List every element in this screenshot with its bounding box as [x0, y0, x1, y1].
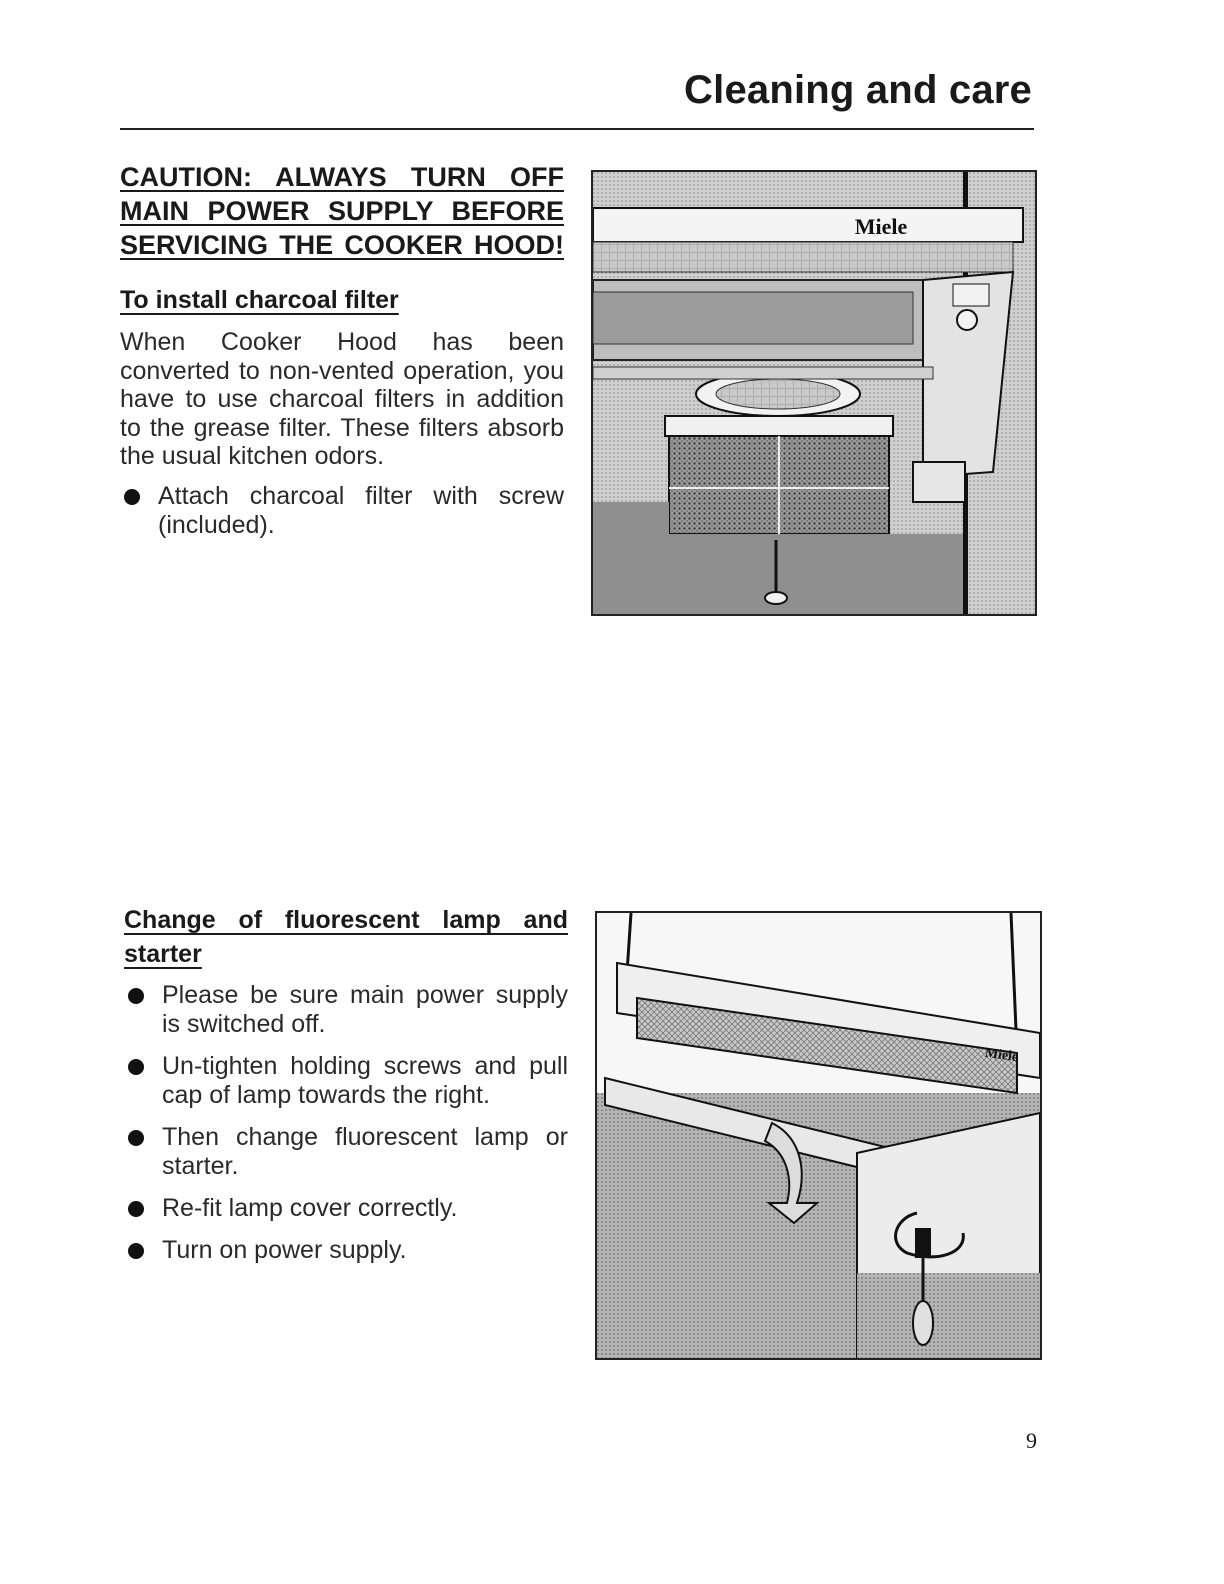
page-number: 9	[1026, 1428, 1037, 1453]
section-heading-charcoal-filter: To install charcoal filter	[120, 286, 399, 314]
charcoal-filter-illustration	[591, 170, 1037, 616]
section-heading-lamp-change: Change of fluorescent lamp and starter	[124, 906, 568, 968]
bullet-icon	[128, 1130, 144, 1146]
list-item: Then change fluorescent lamp or starter.	[124, 1123, 568, 1181]
charcoal-filter-paragraph: When Cooker Hood has been converted to non-vented operation, you have to use charcoal filters in addition to the grease filter. These filters absorb the usual kitchen odors.	[120, 328, 564, 470]
list-item: Un-tighten holding screws and pull cap of lamp towards the right.	[124, 1052, 568, 1110]
caution-notice	[120, 160, 564, 262]
bullet-icon	[128, 1201, 144, 1217]
list-item: Turn on power supply.	[124, 1236, 568, 1265]
bullet-icon	[128, 988, 144, 1004]
bullet-icon	[128, 1243, 144, 1259]
lamp-change-steps	[124, 981, 568, 1278]
list-item: Attach charcoal filter with screw (included).	[120, 482, 564, 540]
bullet-icon	[128, 1059, 144, 1075]
charcoal-filter-steps	[120, 482, 564, 553]
caution-text: CAUTION: ALWAYS TURN OFF MAIN POWER SUPPLY BEFORE SERVICING THE COOKER HOOD!	[120, 162, 564, 260]
list-item: Please be sure main power supply is switched off.	[124, 981, 568, 1039]
title-divider	[120, 128, 1034, 130]
page-title: Cleaning and care	[684, 68, 1032, 112]
bullet-icon	[124, 489, 140, 505]
brand-logo: Miele	[854, 214, 908, 239]
lamp-change-illustration	[595, 911, 1042, 1360]
list-item: Re-fit lamp cover correctly.	[124, 1194, 568, 1223]
brand-logo: Miele	[983, 1045, 1020, 1066]
